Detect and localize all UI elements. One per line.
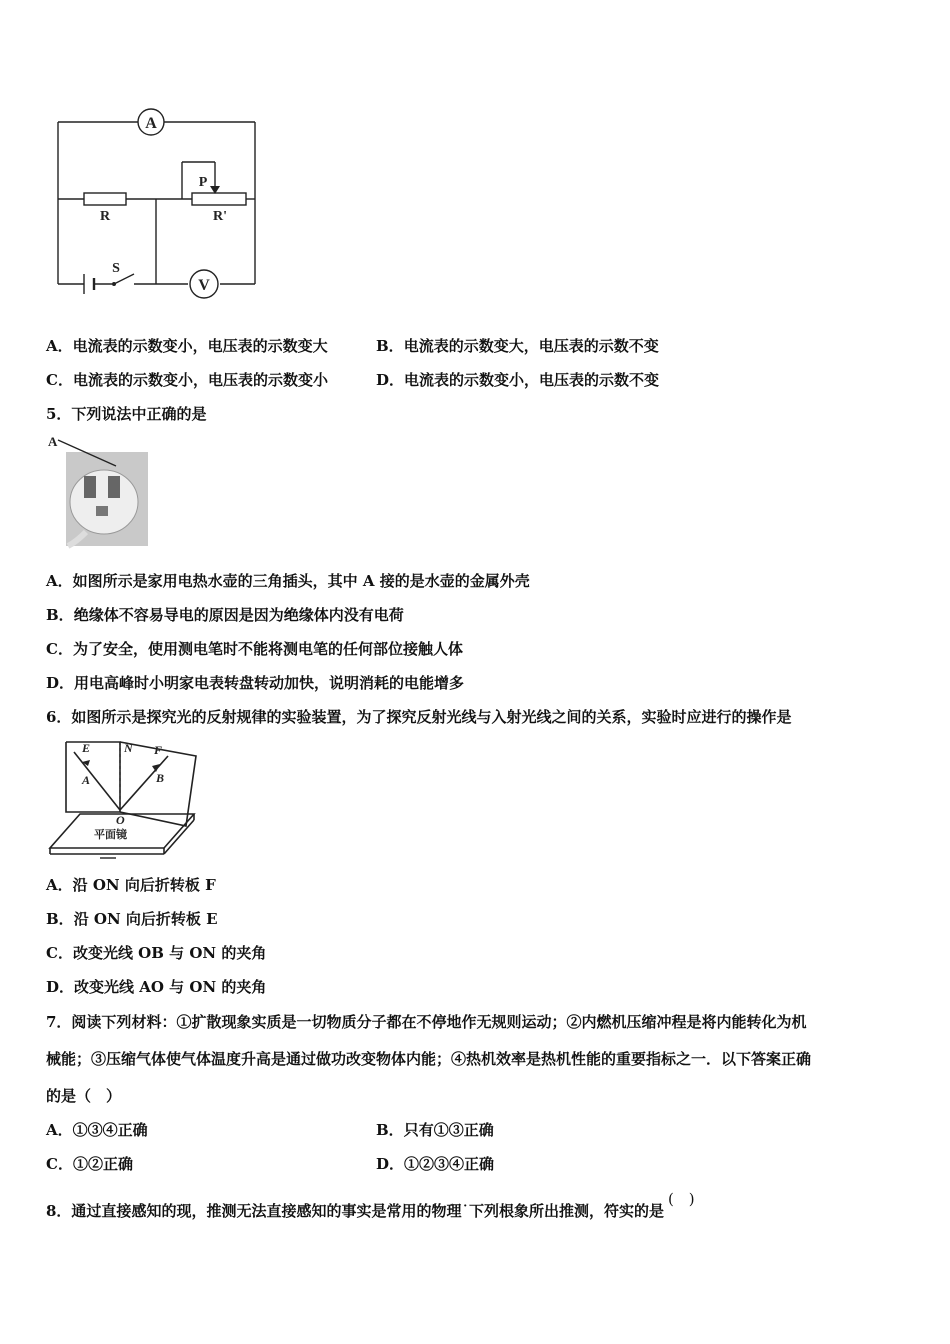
point-o-label: O (116, 813, 125, 827)
q7-option-c: C．①②正确 (46, 1155, 133, 1173)
q5-option-b: B．绝缘体不容易导电的原因是因为绝缘体内没有电荷 (46, 606, 404, 624)
q7-option-d: D．①②③④正确 (376, 1155, 495, 1173)
three-pin-plug-photo (46, 432, 152, 550)
resistor-r (84, 193, 126, 205)
q5-option-c: C．为了安全，使用测电笔时不能将测电笔的任何部位接触人体 (46, 640, 463, 658)
q5-option-a: A．如图所示是家用电热水壶的三角插头，其中 A 接的是水壶的金属外壳 (46, 572, 530, 590)
q7-stem-line2: 械能；③压缩气体使气体温度升高是通过做功改变物体内能；④热机效率是热机性能的重要指标之一．以下答案正确 (46, 1050, 812, 1068)
q6-option-a: A．沿 ON 向后折转板 F (46, 876, 216, 894)
q8-answer-bracket: ( ) (667, 1190, 695, 1208)
q7-stem-line3: 的是（ ） (46, 1087, 122, 1105)
board-f-label: F (154, 743, 163, 757)
board-e-label: E (82, 741, 91, 755)
plug-pin-label: A (48, 434, 58, 449)
rheostat-label: R' (213, 209, 227, 224)
q6-option-b: B．沿 ON 向后折转板 E (46, 910, 218, 928)
slider-label: P (198, 175, 208, 190)
q4-option-c: C．电流表的示数变小，电压表的示数变小 (46, 371, 328, 389)
q6-stem: 6．如图所示是探究光的反射规律的实验装置，为了探究反射光线与入射光线之间的关系，实验时应进行的操作是 (46, 708, 792, 726)
ray-b-label: B (156, 771, 165, 785)
ray-a-label: A (82, 773, 91, 787)
light-reflection-apparatus (44, 736, 204, 860)
q4-option-b: B．电流表的示数变大，电压表的示数不变 (376, 337, 659, 355)
rheostat (192, 193, 246, 205)
q6-option-c: C．改变光线 OB 与 ON 的夹角 (46, 944, 267, 962)
voltmeter-label: V (198, 277, 210, 294)
q5-stem: 5．下列说法中正确的是 (46, 405, 207, 423)
incident-ray (74, 752, 120, 810)
mirror-label: 平面镜 (94, 829, 127, 841)
q4-option-a: A．电流表的示数变小，电压表的示数变大 (46, 337, 328, 355)
circuit-diagram (50, 104, 265, 304)
q7-option-b: B．只有①③正确 (376, 1121, 494, 1139)
resistor-r-label: R (99, 209, 111, 224)
q7-stem-line1: 7．阅读下列材料：①扩散现象实质是一切物质分子都在不停地作无规则运动；②内燃机压缩冲程是将内能转化为机 (46, 1013, 807, 1031)
q4-option-d: D．电流表的示数变小，电压表的示数不变 (376, 371, 660, 389)
q5-option-d: D．用电高峰时小明家电表转盘转动加快，说明消耗的电能增多 (46, 674, 465, 692)
normal-n-label: N (124, 741, 133, 755)
q8-stem: 8．通过直接感知的现，推测无法直接感知的事实是常用的物理˙下列根象所出推测，符实的是( ) (46, 1190, 695, 1220)
switch-label: S (112, 261, 120, 276)
q7-option-a: A．①③④正确 (46, 1121, 148, 1139)
q6-option-d: D．改变光线 AO 与 ON 的夹角 (46, 978, 267, 996)
ammeter-label: A (145, 115, 157, 132)
